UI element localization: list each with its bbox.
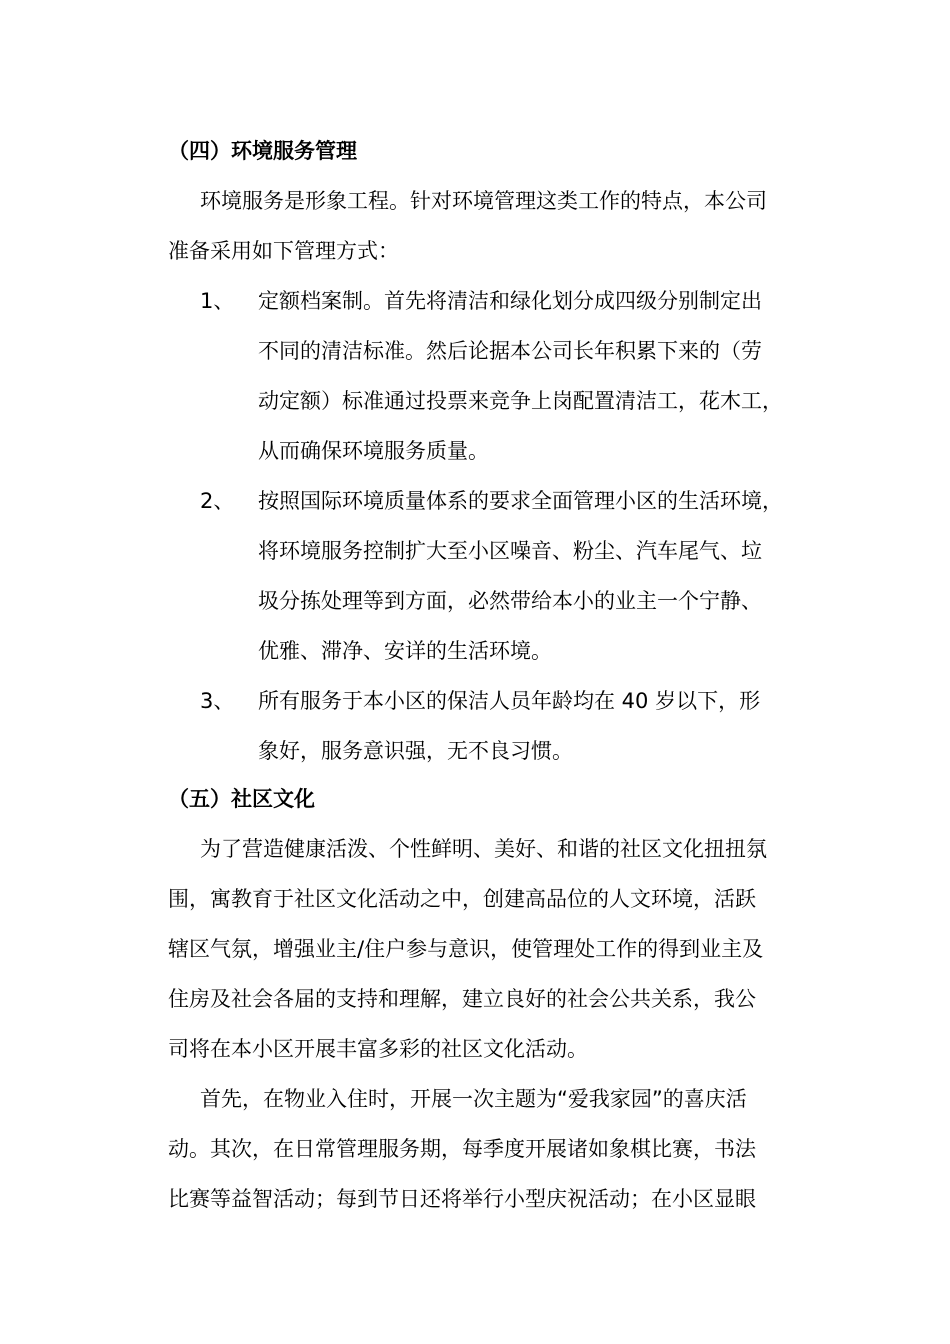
list-item-1-line-2: 不同的清洁标准。然后论据本公司长年积累下来的（劳 <box>258 339 762 363</box>
section-5-para-1-line-5: 司将在本小区开展丰富多彩的社区文化活动。 <box>168 1037 588 1061</box>
section-5-para-1-line-3: 辖区气氛，增强业主/住户参与意识，使管理处工作的得到业主及 <box>168 937 764 961</box>
section-5-para-1-line-2: 围，寓教育于社区文化活动之中，创建高品位的人文环境，活跃 <box>168 887 756 911</box>
list-item-1-line-3: 动定额）标准通过投票来竞争上岗配置清洁工，花木工， <box>258 389 783 413</box>
list-item-2-line-2: 将环境服务控制扩大至小区噪音、粉尘、汽车尾气、垃 <box>258 539 762 563</box>
list-item-3-number: 3、 <box>200 689 235 713</box>
list-item-3-line-2: 象好，服务意识强，无不良习惯。 <box>258 739 573 763</box>
list-item-2-line-3: 圾分拣处理等到方面，必然带给本小的业主一个宁静、 <box>258 589 762 613</box>
section-5-para-1-line-4: 住房及社会各届的支持和理解，建立良好的社会公共关系，我公 <box>168 987 756 1011</box>
section-5-para-2-line-1: 首先，在物业入住时，开展一次主题为“爱我家园”的喜庆活 <box>200 1087 747 1111</box>
list-item-1-line-4: 从而确保环境服务质量。 <box>258 439 489 463</box>
list-item-1-line-1: 定额档案制。首先将清洁和绿化划分成四级分别制定出 <box>258 289 762 313</box>
section-4-intro-line-2: 准备采用如下管理方式： <box>168 239 399 263</box>
section-5-para-1-line-1: 为了营造健康活泼、个性鲜明、美好、和谐的社区文化扭扭氛 <box>200 837 767 861</box>
list-item-2-number: 2、 <box>200 489 235 513</box>
section-4-intro-line-1: 环境服务是形象工程。针对环境管理这类工作的特点，本公司 <box>200 189 767 213</box>
section-5-para-2-line-3: 比赛等益智活动；每到节日还将举行小型庆祝活动；在小区显眼 <box>168 1187 756 1211</box>
list-item-2-line-4: 优雅、滞净、安详的生活环境。 <box>258 639 552 663</box>
section-5-heading: （五）社区文化 <box>168 787 315 811</box>
list-item-3-line-1: 所有服务于本小区的保洁人员年龄均在 40 岁以下，形 <box>258 689 761 713</box>
list-item-2-line-1: 按照国际环境质量体系的要求全面管理小区的生活环境， <box>258 489 783 513</box>
list-item-1-number: 1、 <box>200 289 235 313</box>
section-5-para-2-line-2: 动。其次，在日常管理服务期，每季度开展诸如象棋比赛，书法 <box>168 1137 756 1161</box>
section-4-heading: （四）环境服务管理 <box>168 139 357 163</box>
